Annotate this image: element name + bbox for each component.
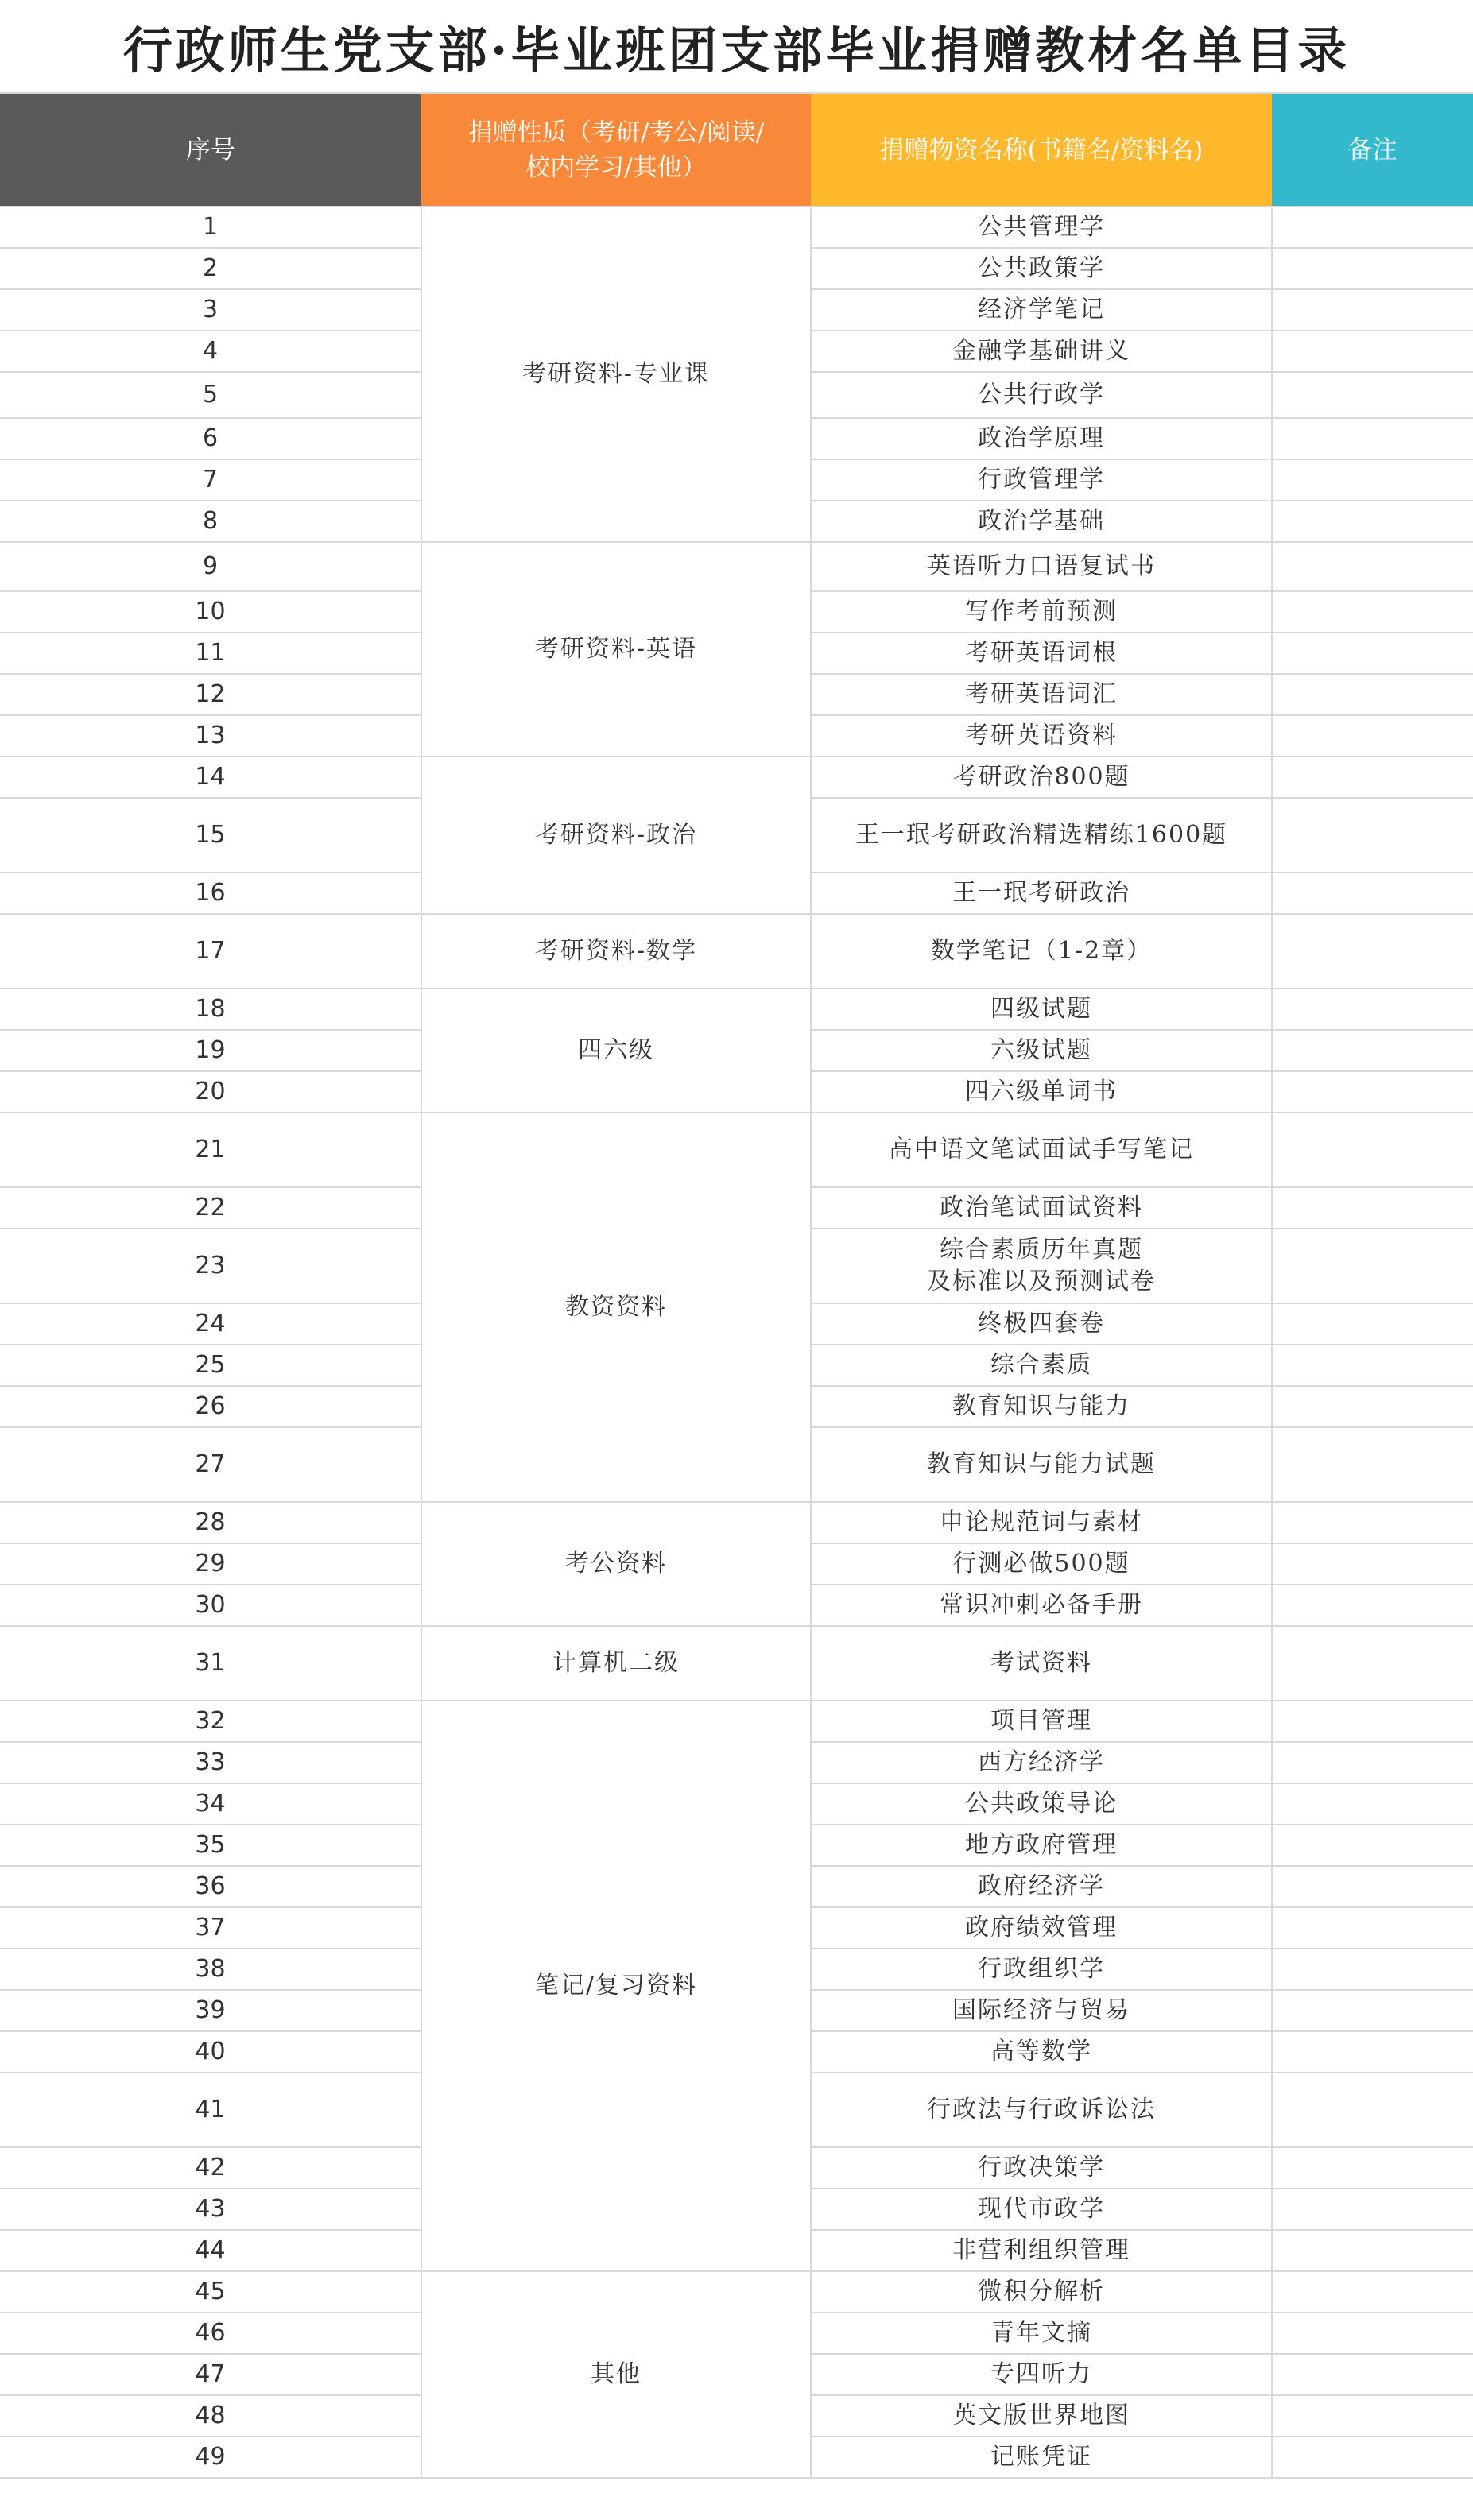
row-number: 6: [0, 418, 421, 459]
row-number: 24: [0, 1303, 421, 1345]
item-name-cell: 现代市政学: [811, 2189, 1272, 2230]
row-number: 29: [0, 1543, 421, 1585]
note-cell: [1272, 248, 1473, 289]
row-number: 12: [0, 674, 421, 715]
row-number: 10: [0, 591, 421, 633]
note-cell: [1272, 633, 1473, 674]
note-cell: [1272, 1585, 1473, 1626]
row-number: 41: [0, 2073, 421, 2147]
note-cell: [1272, 2437, 1473, 2478]
item-name-cell: 高中语文笔试面试手写笔记: [811, 1113, 1272, 1187]
note-cell: [1272, 1825, 1473, 1866]
note-cell: [1272, 1907, 1473, 1949]
item-name-cell: 英语听力口语复试书: [811, 542, 1272, 591]
item-name-cell: 申论规范词与素材: [811, 1502, 1272, 1543]
row-number: 39: [0, 1990, 421, 2031]
table-row: [0, 2271, 1473, 2313]
header-seq: 序号: [0, 94, 421, 207]
note-cell: [1272, 2230, 1473, 2271]
item-name-cell: 专四听力: [811, 2354, 1272, 2395]
row-number: 4: [0, 331, 421, 372]
note-cell: [1272, 1229, 1473, 1303]
item-name-cell: 教育知识与能力试题: [811, 1427, 1272, 1502]
item-name-cell: 行政组织学: [811, 1949, 1272, 1990]
row-number: 21: [0, 1113, 421, 1187]
note-cell: [1272, 2147, 1473, 2189]
note-cell: [1272, 1949, 1473, 1990]
row-number: 20: [0, 1071, 421, 1113]
row-number: 37: [0, 1907, 421, 1949]
header-type: 捐赠性质（考研/考公/阅读/ 校内学习/其他）: [421, 94, 811, 207]
item-name-cell: 政治学原理: [811, 418, 1272, 459]
donation-type-cell: 考研资料-英语: [421, 542, 811, 757]
page-title: 行政师生党支部·毕业班团支部毕业捐赠教材名单目录: [0, 0, 1473, 94]
note-cell: [1272, 1113, 1473, 1187]
item-name-cell: 公共政策导论: [811, 1783, 1272, 1825]
item-name-cell: 行政决策学: [811, 2147, 1272, 2189]
donation-type-cell: 笔记/复习资料: [421, 1701, 811, 2271]
table-row: [0, 1626, 1473, 1701]
row-number: 43: [0, 2189, 421, 2230]
table-row: [0, 989, 1473, 1030]
row-number: 42: [0, 2147, 421, 2189]
item-name-cell: 考研英语词汇: [811, 674, 1272, 715]
note-cell: [1272, 1990, 1473, 2031]
note-cell: [1272, 989, 1473, 1030]
note-cell: [1272, 1742, 1473, 1783]
header-note: 备注: [1272, 94, 1473, 207]
row-number: 17: [0, 914, 421, 989]
row-number: 32: [0, 1701, 421, 1742]
row-number: 5: [0, 372, 421, 418]
item-name-cell: 综合素质: [811, 1345, 1272, 1386]
row-number: 26: [0, 1386, 421, 1427]
note-cell: [1272, 2189, 1473, 2230]
item-name-cell: 高等数学: [811, 2031, 1272, 2073]
note-cell: [1272, 2271, 1473, 2313]
item-name-cell: 政治学基础: [811, 501, 1272, 542]
table-row: [0, 1113, 1473, 1187]
note-cell: [1272, 501, 1473, 542]
row-number: 25: [0, 1345, 421, 1386]
item-name-cell: 政府绩效管理: [811, 1907, 1272, 1949]
row-number: 2: [0, 248, 421, 289]
note-cell: [1272, 1502, 1473, 1543]
row-number: 33: [0, 1742, 421, 1783]
table-row: [0, 542, 1473, 591]
note-cell: [1272, 1386, 1473, 1427]
row-number: 23: [0, 1229, 421, 1303]
item-name-cell: 西方经济学: [811, 1742, 1272, 1783]
note-cell: [1272, 1071, 1473, 1113]
item-name-cell: 行政管理学: [811, 459, 1272, 501]
note-cell: [1272, 2395, 1473, 2437]
note-cell: [1272, 542, 1473, 591]
row-number: 1: [0, 207, 421, 248]
note-cell: [1272, 2313, 1473, 2354]
row-number: 47: [0, 2354, 421, 2395]
item-name-cell: 常识冲刺必备手册: [811, 1585, 1272, 1626]
row-number: 22: [0, 1187, 421, 1229]
row-number: 7: [0, 459, 421, 501]
table-row: [0, 1502, 1473, 1543]
donation-type-cell: 其他: [421, 2271, 811, 2478]
row-number: 28: [0, 1502, 421, 1543]
note-cell: [1272, 459, 1473, 501]
row-number: 30: [0, 1585, 421, 1626]
item-name-cell: 王一珉考研政治精选精练1600题: [811, 798, 1272, 873]
item-name-cell: 王一珉考研政治: [811, 873, 1272, 914]
note-cell: [1272, 372, 1473, 418]
item-name-cell: 行测必做500题: [811, 1543, 1272, 1585]
note-cell: [1272, 873, 1473, 914]
table-row: [0, 1701, 1473, 1742]
item-name-cell: 经济学笔记: [811, 289, 1272, 331]
row-number: 16: [0, 873, 421, 914]
note-cell: [1272, 207, 1473, 248]
item-name-cell: 数学笔记（1-2章）: [811, 914, 1272, 989]
row-number: 15: [0, 798, 421, 873]
row-number: 31: [0, 1626, 421, 1701]
item-name-cell: 综合素质历年真题 及标准以及预测试卷: [811, 1229, 1272, 1303]
note-cell: [1272, 2031, 1473, 2073]
item-name-cell: 记账凭证: [811, 2437, 1272, 2478]
note-cell: [1272, 1303, 1473, 1345]
item-name-cell: 写作考前预测: [811, 591, 1272, 633]
note-cell: [1272, 591, 1473, 633]
note-cell: [1272, 1783, 1473, 1825]
note-cell: [1272, 757, 1473, 798]
item-name-cell: 非营利组织管理: [811, 2230, 1272, 2271]
row-number: 34: [0, 1783, 421, 1825]
note-cell: [1272, 798, 1473, 873]
row-number: 11: [0, 633, 421, 674]
note-cell: [1272, 1345, 1473, 1386]
row-number: 9: [0, 542, 421, 591]
row-number: 48: [0, 2395, 421, 2437]
item-name-cell: 公共政策学: [811, 248, 1272, 289]
row-number: 8: [0, 501, 421, 542]
note-cell: [1272, 331, 1473, 372]
row-number: 35: [0, 1825, 421, 1866]
note-cell: [1272, 1866, 1473, 1907]
item-name-cell: 考研英语词根: [811, 633, 1272, 674]
donation-type-cell: 教资资料: [421, 1113, 811, 1502]
item-name-cell: 地方政府管理: [811, 1825, 1272, 1866]
row-number: 27: [0, 1427, 421, 1502]
item-name-cell: 政治笔试面试资料: [811, 1187, 1272, 1229]
donation-type-cell: 考研资料-数学: [421, 914, 811, 989]
donation-type-cell: 考研资料-专业课: [421, 207, 811, 542]
row-number: 14: [0, 757, 421, 798]
note-cell: [1272, 1626, 1473, 1701]
note-cell: [1272, 674, 1473, 715]
table-row: [0, 207, 1473, 248]
row-number: 3: [0, 289, 421, 331]
item-name-cell: 项目管理: [811, 1701, 1272, 1742]
item-name-cell: 四级试题: [811, 989, 1272, 1030]
item-name-cell: 青年文摘: [811, 2313, 1272, 2354]
note-cell: [1272, 2073, 1473, 2147]
donation-type-cell: 四六级: [421, 989, 811, 1113]
row-number: 49: [0, 2437, 421, 2478]
item-name-cell: 微积分解析: [811, 2271, 1272, 2313]
note-cell: [1272, 1701, 1473, 1742]
table-row: [0, 757, 1473, 798]
item-name-cell: 六级试题: [811, 1030, 1272, 1071]
row-number: 38: [0, 1949, 421, 1990]
row-number: 46: [0, 2313, 421, 2354]
donation-table: [0, 94, 1473, 2479]
item-name-cell: 政府经济学: [811, 1866, 1272, 1907]
item-name-cell: 公共行政学: [811, 372, 1272, 418]
note-cell: [1272, 1030, 1473, 1071]
note-cell: [1272, 2354, 1473, 2395]
note-cell: [1272, 289, 1473, 331]
note-cell: [1272, 715, 1473, 757]
row-number: 18: [0, 989, 421, 1030]
item-name-cell: 考研政治800题: [811, 757, 1272, 798]
row-number: 45: [0, 2271, 421, 2313]
item-name-cell: 英文版世界地图: [811, 2395, 1272, 2437]
table-row: [0, 914, 1473, 989]
note-cell: [1272, 1543, 1473, 1585]
donation-type-cell: 考研资料-政治: [421, 757, 811, 914]
donation-type-cell: 计算机二级: [421, 1626, 811, 1701]
item-name-cell: 四六级单词书: [811, 1071, 1272, 1113]
row-number: 36: [0, 1866, 421, 1907]
note-cell: [1272, 1427, 1473, 1502]
note-cell: [1272, 1187, 1473, 1229]
item-name-cell: 公共管理学: [811, 207, 1272, 248]
item-name-cell: 教育知识与能力: [811, 1386, 1272, 1427]
item-name-cell: 考试资料: [811, 1626, 1272, 1701]
row-number: 19: [0, 1030, 421, 1071]
row-number: 44: [0, 2230, 421, 2271]
item-name-cell: 金融学基础讲义: [811, 331, 1272, 372]
table-header: [0, 94, 1473, 207]
row-number: 40: [0, 2031, 421, 2073]
header-name: 捐赠物资名称(书籍名/资料名): [811, 94, 1272, 207]
row-number: 13: [0, 715, 421, 757]
item-name-cell: 考研英语资料: [811, 715, 1272, 757]
note-cell: [1272, 418, 1473, 459]
donation-type-cell: 考公资料: [421, 1502, 811, 1626]
item-name-cell: 行政法与行政诉讼法: [811, 2073, 1272, 2147]
item-name-cell: 终极四套卷: [811, 1303, 1272, 1345]
note-cell: [1272, 914, 1473, 989]
table-body: [0, 207, 1473, 2478]
item-name-cell: 国际经济与贸易: [811, 1990, 1272, 2031]
